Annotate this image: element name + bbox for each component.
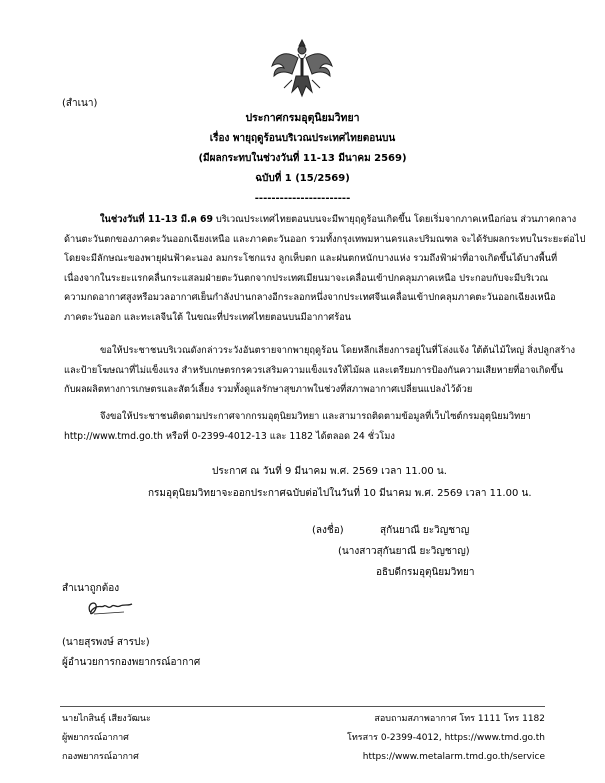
announcement-date: ประกาศ ณ วันที่ 9 มีนาคม พ.ศ. 2569 เวลา 11.00 น. bbox=[212, 466, 447, 477]
paragraph-forecast bbox=[64, 210, 586, 327]
issue-number: ฉบับที่ 1 (15/2569) bbox=[255, 173, 350, 184]
next-announcement: กรมอุตุนิยมวิทยาจะออกประกาศฉบับต่อไปในวันที่ 10 มีนาคม พ.ศ. 2569 เวลา 11.00 น. bbox=[148, 488, 532, 499]
handwritten-signature bbox=[84, 596, 134, 620]
signed-name: สุกันยาณี ยะวิญชาญ bbox=[380, 525, 470, 536]
signer-full-name: (นางสาวสุกันยาณี ยะวิญชาญ) bbox=[338, 546, 470, 557]
forecast-line: ด้านตะวันตกของภาคตะวันออกเฉียงเหนือ และภาคตะวันออก รวมทั้งกรุงเทพมหานครและปริมณฑล จะได้รับผลกระทบในระยะต่อไป bbox=[64, 233, 586, 245]
footer-service-url: https://www.metalarm.tmd.go.th/service bbox=[362, 752, 545, 762]
footer-department: กองพยากรณ์อากาศ bbox=[62, 752, 139, 762]
paragraph-contact bbox=[64, 407, 544, 446]
contact-line: http://www.tmd.go.th หรือที่ 0-2399-4012-13 และ 1182 ได้ตลอด 24 ชั่วโมง bbox=[64, 430, 395, 442]
paragraph-warning bbox=[64, 341, 576, 400]
contact-line: จึงขอให้ประชาชนติดตามประกาศจากกรมอุตุนิยมวิทยา และสามารถติดตามข้อมูลที่เว็บไซต์กรมอุตุนิยมวิทยา bbox=[100, 411, 531, 422]
announcement-title: ประกาศกรมอุตุนิยมวิทยา bbox=[245, 112, 360, 124]
footer-divider bbox=[60, 706, 545, 707]
garuda-emblem bbox=[268, 36, 336, 100]
signer-position: อธิบดีกรมอุตุนิยมวิทยา bbox=[376, 567, 475, 578]
forecast-line: บริเวณประเทศไทยตอนบนจะมีพายุฤดูร้อนเกิดขึ้น โดยเริ่มจากภาคเหนือก่อน ส่วนภาคกลาง bbox=[212, 214, 577, 225]
forecast-line: เนื่องจากในระยะแรกคลื่นกระแสลมฝ่ายตะวันตกจากประเทศเมียนมาจะเคลื่อนเข้าปกคลุมภาคเหนือ ประกอบกับจะมีบริเวณ bbox=[64, 272, 549, 284]
forecast-line: โดยจะมีลักษณะของพายุฝนฟ้าคะนอง ลมกระโชกแรง ลูกเห็บตก และฝนตกหนักบางแห่ง รวมถึงฟ้าผ่าที่อาจเกิดขึ้นได้บางพื้นที่ bbox=[64, 253, 558, 264]
footer-forecaster-role: ผู้พยากรณ์อากาศ bbox=[62, 733, 129, 743]
title-divider: ----------------------- bbox=[254, 193, 351, 204]
forecast-period: ในช่วงวันที่ 11-13 มี.ค 69 bbox=[100, 214, 213, 225]
certifier-position: ผู้อำนวยการกองพยากรณ์อากาศ bbox=[62, 657, 201, 668]
copy-mark: (สำเนา) bbox=[62, 98, 98, 109]
forecast-line: ความกดอากาศสูงหรือมวลอากาศเย็นกำลังปานกลางอีกระลอกหนึ่งจากประเทศจีนเคลื่อนเข้าปกคลุมภาคตะวันออกเฉียงเหนือ bbox=[64, 292, 556, 303]
warning-line: ขอให้ประชาชนบริเวณดังกล่าวระวังอันตรายจากพายุฤดูร้อน โดยหลีกเลี่ยงการอยู่ในที่โล่งแจ้ง ใต้ต้นไม้ใหญ่ สิ่งปลูกสร้าง bbox=[100, 345, 576, 356]
warning-line: และป้ายโฆษณาที่ไม่แข็งแรง สำหรับเกษตรกรควรเสริมความแข็งแรงให้ไม้ผล และเตรียมการป้องกันความเสียหายที่อาจเกิดขึ้น bbox=[64, 364, 564, 376]
certified-label: สำเนาถูกต้อง bbox=[62, 583, 120, 594]
warning-line: กับผลผลิตทางการเกษตรและสัตว์เลี้ยง รวมทั้งดูแลรักษาสุขภาพในช่วงที่สภาพอากาศเปลี่ยนแปลงไว้ด้วย bbox=[64, 384, 473, 395]
certifier-name: (นายสุรพงษ์ สารปะ) bbox=[62, 637, 150, 648]
signed-label: (ลงชื่อ) bbox=[312, 525, 344, 536]
footer-fax-web: โทรสาร 0-2399-4012, https://www.tmd.go.th bbox=[347, 733, 545, 743]
footer-forecaster-name: นายไกสินธุ์ เสียงวัฒนะ bbox=[62, 714, 151, 724]
effect-period: (มีผลกระทบในช่วงวันที่ 11-13 มีนาคม 2569) bbox=[198, 153, 407, 164]
announcement-subject: เรื่อง พายุฤดูร้อนบริเวณประเทศไทยตอนบน bbox=[209, 133, 396, 144]
footer-phone: สอบถามสภาพอากาศ โทร 1111 โทร 1182 bbox=[374, 714, 545, 724]
forecast-line: ภาคตะวันออก และทะเลจีนใต้ ในขณะที่ประเทศไทยตอนบนมีอากาศร้อน bbox=[64, 311, 352, 323]
